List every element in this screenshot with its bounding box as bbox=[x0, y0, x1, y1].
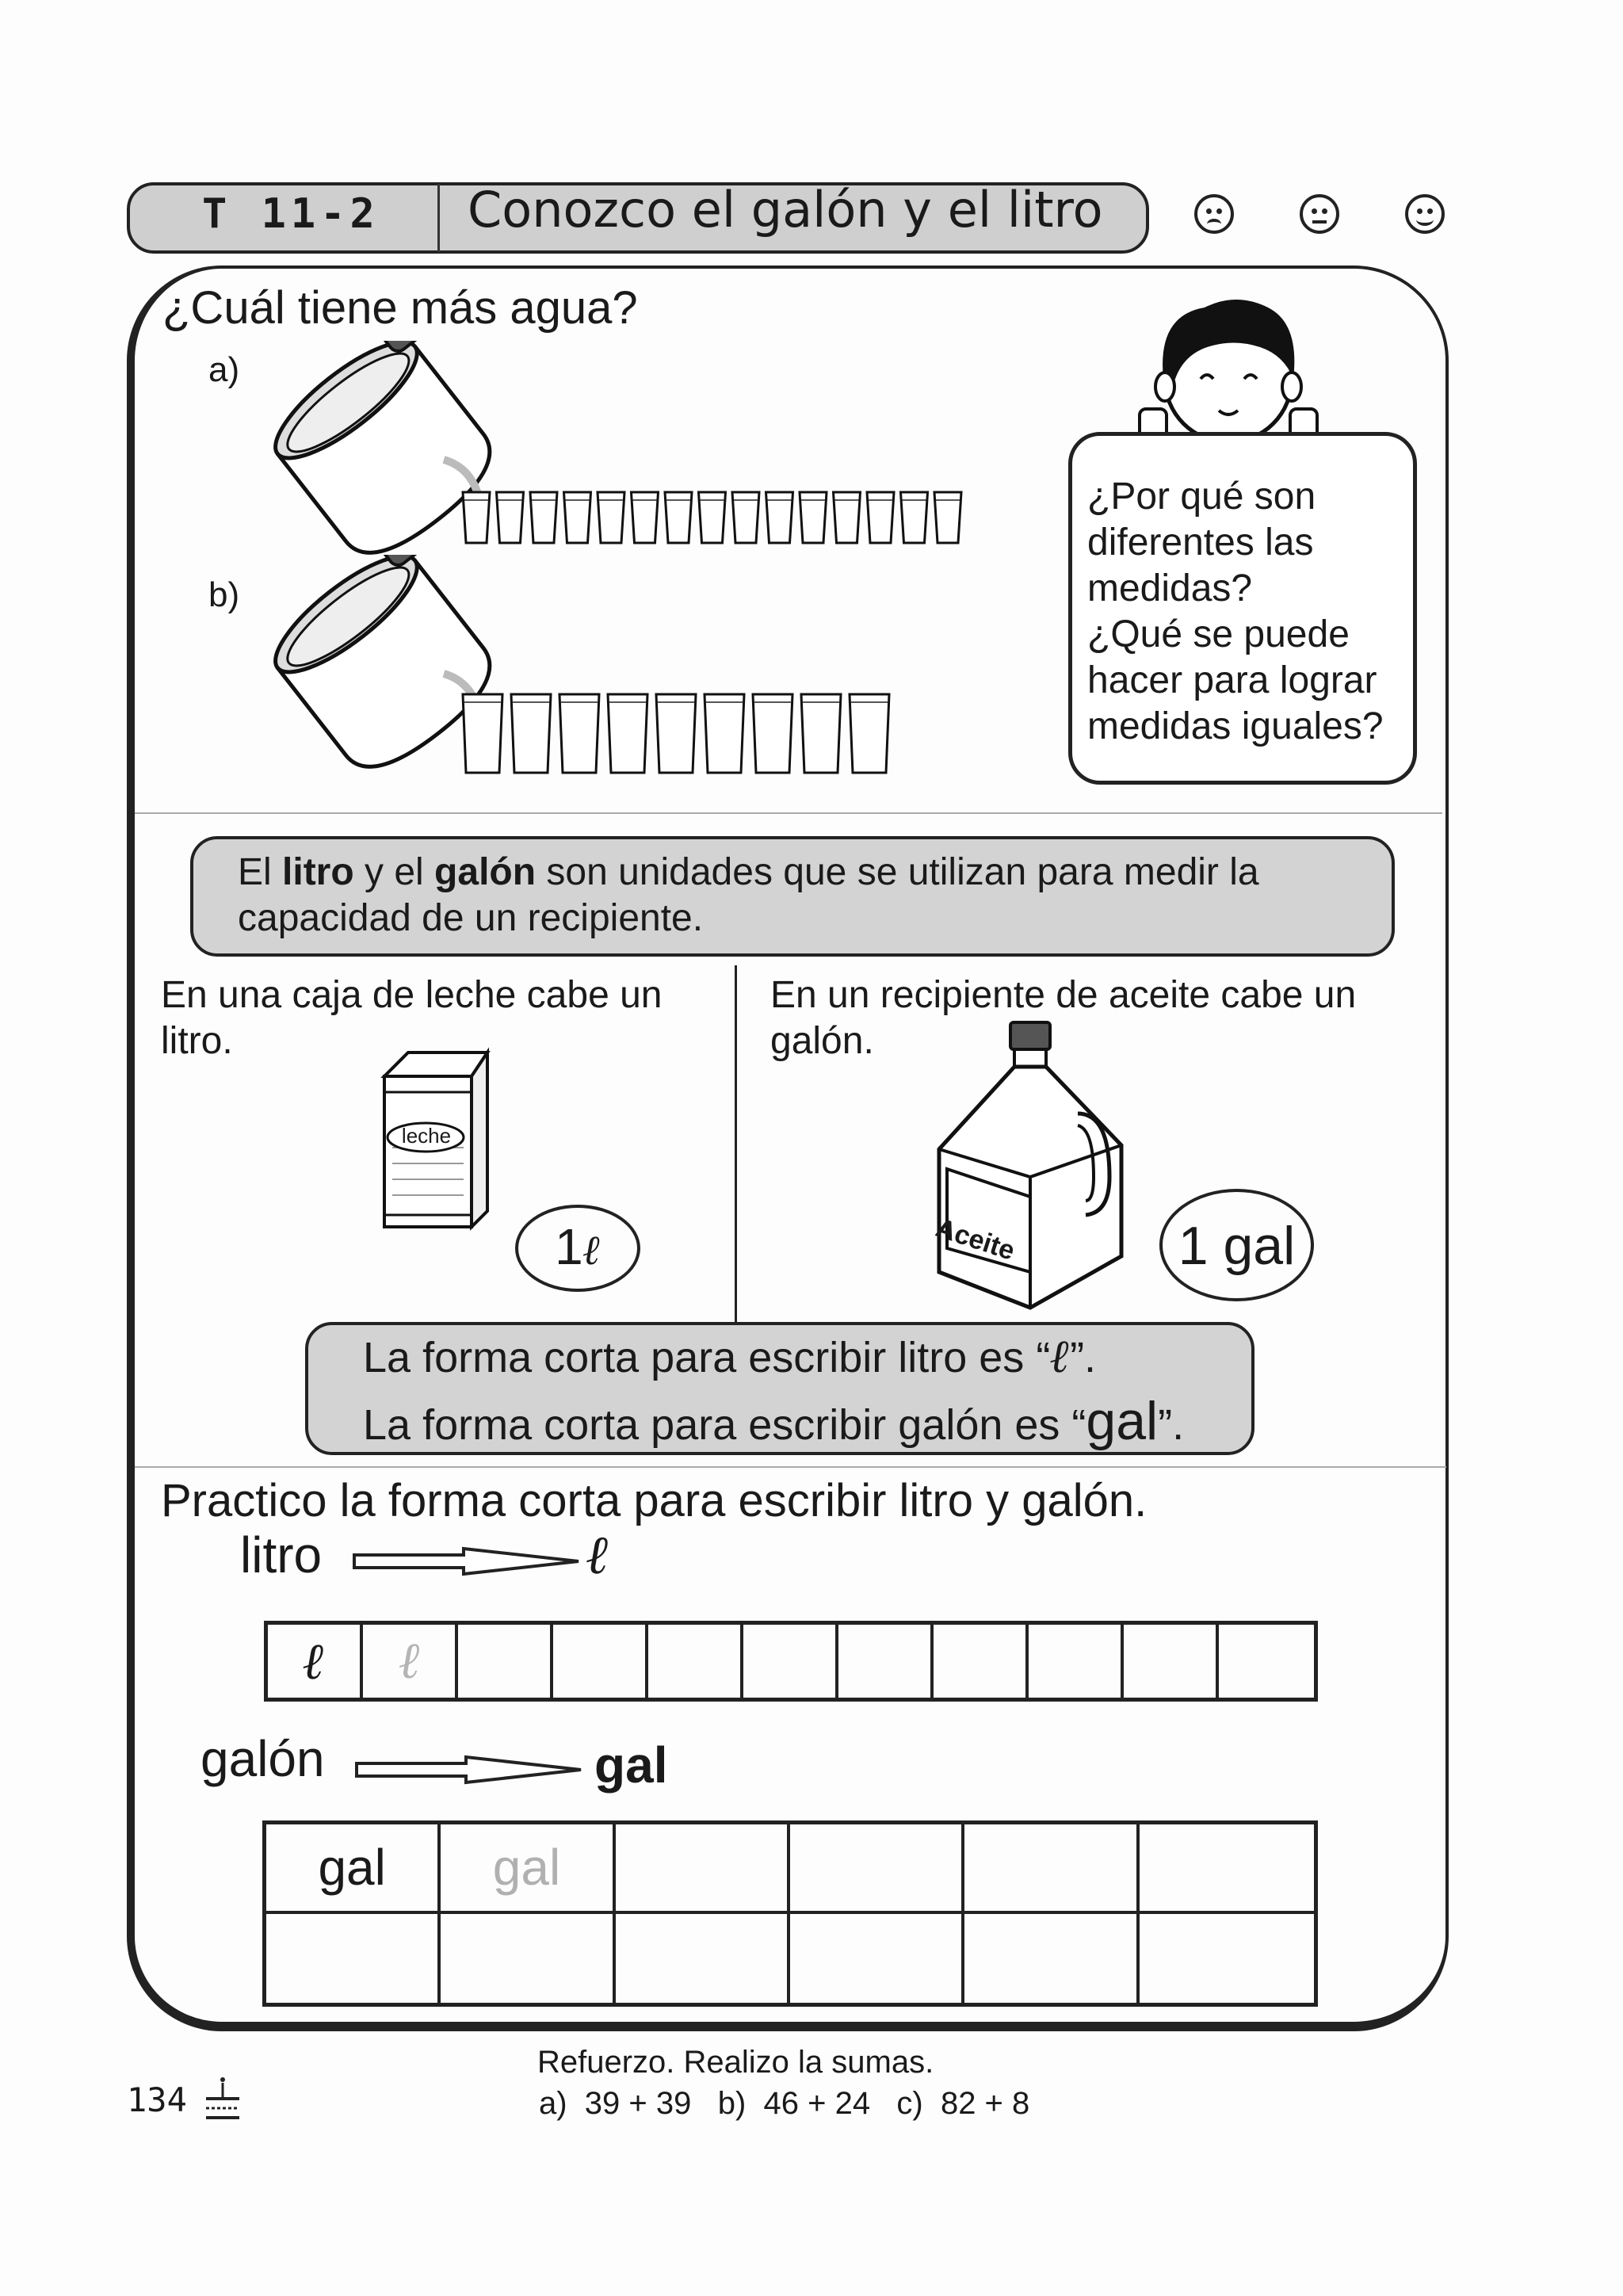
cup-icon bbox=[766, 492, 793, 543]
lesson-code: T 11-2 bbox=[202, 190, 380, 238]
reinforce-items: a) 39 + 39 b) 46 + 24 c) 82 + 8 bbox=[539, 2086, 1030, 2121]
galon-cell[interactable] bbox=[964, 1824, 1139, 1914]
oil-text-line-2: galón. bbox=[770, 1020, 874, 1062]
galon-cell[interactable] bbox=[1140, 1914, 1314, 2004]
page-number: 134 bbox=[127, 2080, 187, 2119]
galon-cell[interactable]: gal bbox=[441, 1824, 615, 1914]
oil-jug-illustration bbox=[931, 1018, 1129, 1312]
galon-practice-grid bbox=[262, 1820, 1318, 2007]
galon-cell[interactable] bbox=[964, 1914, 1139, 2004]
cup-icon bbox=[656, 694, 696, 773]
galon-cell[interactable] bbox=[790, 1914, 964, 2004]
cup-icon bbox=[934, 492, 961, 543]
shortform-line-1: La forma corta para escribir litro es “ℓ”. bbox=[363, 1329, 1097, 1383]
galon-cell[interactable] bbox=[441, 1914, 615, 2004]
cup-icon bbox=[850, 694, 889, 773]
litro-cell[interactable] bbox=[1219, 1625, 1314, 1698]
cups-row-a bbox=[460, 487, 975, 551]
bubble-text: ¿Por qué son diferentes las medidas? ¿Qué se puede hacer para lograr medidas iguales? bbox=[1087, 476, 1384, 747]
litro-symbol: ℓ bbox=[586, 1523, 610, 1587]
cup-icon bbox=[753, 694, 792, 773]
definition-line-2: capacidad de un recipiente. bbox=[238, 897, 704, 939]
option-b-label: b) bbox=[208, 575, 240, 614]
cup-icon bbox=[598, 492, 624, 543]
galon-symbol: gal bbox=[594, 1736, 668, 1794]
section-divider bbox=[135, 812, 1442, 814]
galon-cell[interactable] bbox=[1140, 1824, 1314, 1914]
cup-icon bbox=[705, 694, 744, 773]
cup-icon bbox=[800, 492, 827, 543]
neutral-face-icon[interactable] bbox=[1300, 194, 1339, 234]
question-heading: ¿Cuál tiene más agua? bbox=[162, 282, 638, 334]
arrow-right-icon bbox=[353, 1545, 582, 1577]
cup-icon bbox=[559, 694, 599, 773]
reinforce-title: Refuerzo. Realizo la sumas. bbox=[537, 2045, 934, 2080]
galon-cell[interactable] bbox=[616, 1914, 790, 2004]
cup-icon bbox=[801, 694, 841, 773]
galon-cell[interactable]: gal bbox=[266, 1824, 441, 1914]
litro-cell[interactable] bbox=[458, 1625, 553, 1698]
cup-icon bbox=[530, 492, 557, 543]
carton-label: leche bbox=[401, 1124, 452, 1148]
option-a-label: a) bbox=[208, 350, 240, 389]
cup-icon bbox=[732, 492, 759, 543]
definition-line-1: El litro y el galón son unidades que se utilizan para medir la bbox=[238, 851, 1259, 893]
cup-icon bbox=[608, 694, 647, 773]
galon-cell[interactable] bbox=[616, 1824, 790, 1914]
lesson-title: Conozco el galón y el litro bbox=[468, 181, 1103, 239]
litro-cell[interactable] bbox=[743, 1625, 838, 1698]
cup-icon bbox=[834, 492, 861, 543]
sad-face-icon[interactable] bbox=[1194, 194, 1234, 234]
cup-icon bbox=[497, 492, 524, 543]
litro-cell[interactable] bbox=[934, 1625, 1029, 1698]
litro-cell[interactable] bbox=[1029, 1625, 1124, 1698]
milk-text-line-1: En una caja de leche cabe un bbox=[161, 974, 663, 1016]
litro-cell[interactable]: ℓ bbox=[363, 1625, 458, 1698]
cup-icon bbox=[463, 492, 490, 543]
galon-cell[interactable] bbox=[790, 1824, 964, 1914]
galon-word: galón bbox=[200, 1730, 325, 1787]
cups-row-b bbox=[460, 690, 903, 781]
cup-icon bbox=[665, 492, 692, 543]
cup-icon bbox=[511, 694, 551, 773]
shortform-line-2: La forma corta para escribir galón es “gal”. bbox=[363, 1391, 1185, 1451]
section-divider-2 bbox=[135, 1466, 1446, 1468]
litro-practice-grid bbox=[264, 1621, 1318, 1702]
cup-icon bbox=[463, 694, 502, 773]
abacus-icon bbox=[204, 2075, 241, 2121]
column-divider bbox=[735, 965, 737, 1322]
milk-text-line-2: litro. bbox=[161, 1020, 233, 1062]
litro-cell[interactable] bbox=[648, 1625, 743, 1698]
cup-icon bbox=[867, 492, 894, 543]
boy-illustration bbox=[1125, 292, 1331, 450]
litro-cell[interactable] bbox=[553, 1625, 648, 1698]
cup-icon bbox=[699, 492, 726, 543]
litro-cell[interactable] bbox=[838, 1625, 934, 1698]
practice-title: Practico la forma corta para escribir litro y galón. bbox=[161, 1475, 1148, 1526]
cup-icon bbox=[564, 492, 591, 543]
jug-label: Aceite bbox=[932, 1213, 1019, 1266]
gallon-unit: 1 gal bbox=[1178, 1216, 1296, 1276]
liter-unit: 1ℓ bbox=[555, 1218, 601, 1275]
arrow-right-icon bbox=[355, 1754, 585, 1786]
litro-cell[interactable]: ℓ bbox=[268, 1625, 363, 1698]
oil-text-line-1: En un recipiente de aceite cabe un bbox=[770, 974, 1357, 1016]
cup-icon bbox=[632, 492, 659, 543]
litro-cell[interactable] bbox=[1124, 1625, 1219, 1698]
header-divider bbox=[437, 184, 440, 252]
litro-word: litro bbox=[240, 1526, 323, 1584]
cup-icon bbox=[901, 492, 928, 543]
happy-face-icon[interactable] bbox=[1405, 194, 1445, 234]
galon-cell[interactable] bbox=[266, 1914, 441, 2004]
